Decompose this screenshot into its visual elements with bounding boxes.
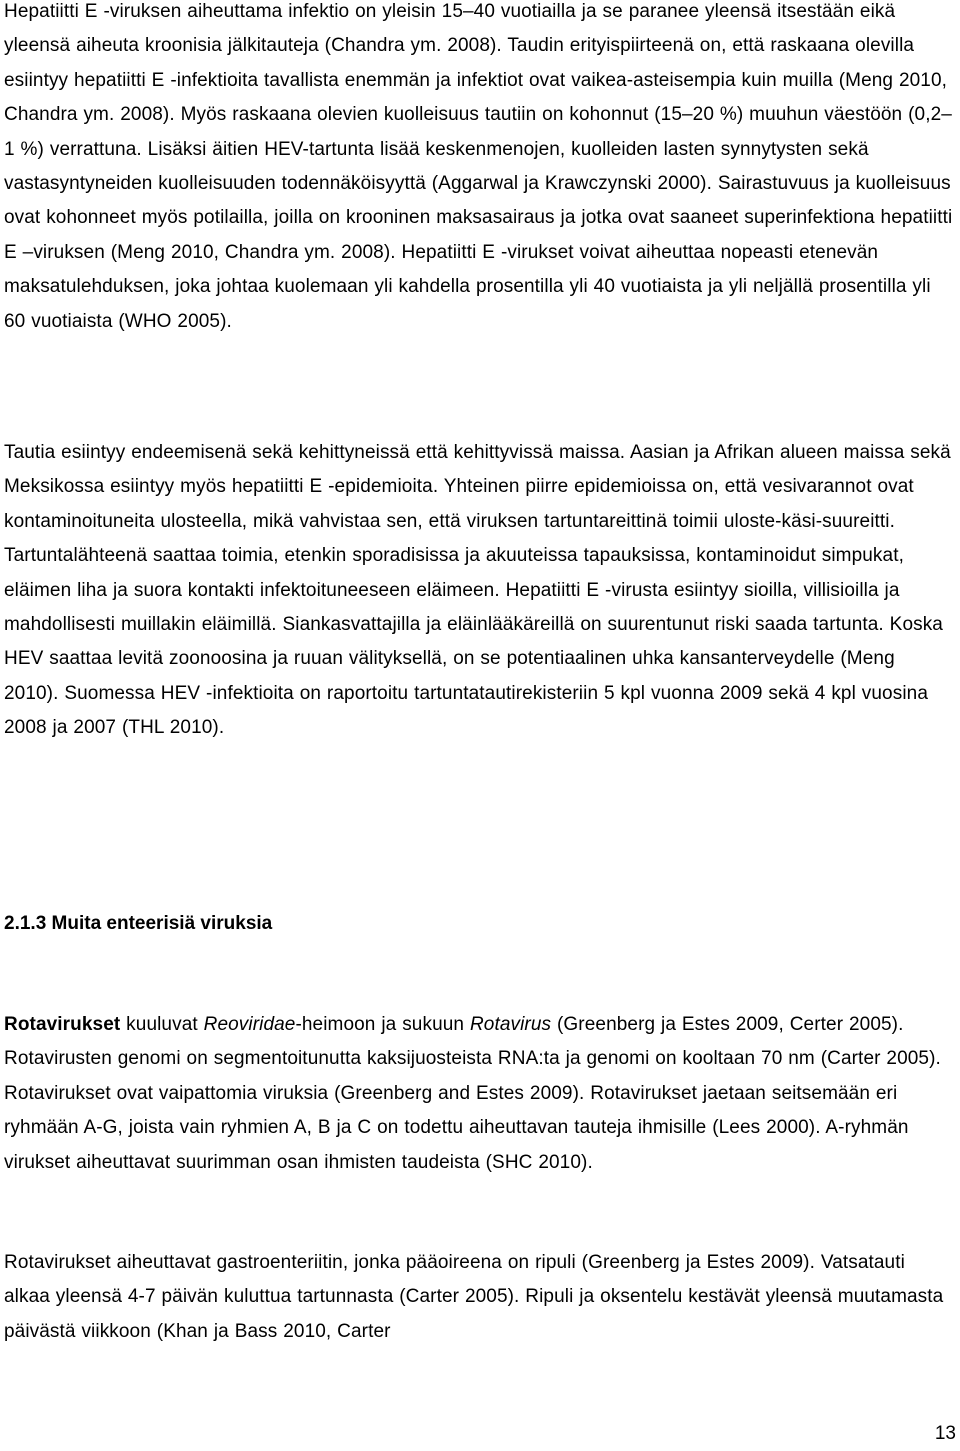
section-heading: 2.1.3 Muita enteerisiä viruksia	[4, 913, 273, 934]
taxon-family-name: Reoviridae	[203, 1014, 296, 1035]
text-segment: (Greenberg ja Estes 2009, Certer 2005). Rotavirusten genomi on segmentoitunutta kaksijuosteista RNA:ta ja genomi on kooltaan 70 nm (Carter 2005). Rotavirukset ovat vaipattomia viruksia (Greenberg and Estes 2009). Rotavirukset jaetaan seitsemään eri ryhmään A-G, joista vain ryhmien A, B ja C on todettu aiheuttavan tauteja ihmisille (Lees 2000). A-ryhmän virukset aiheuttavat suurimman osan ihmisten taudeista (SHC 2010).	[4, 1014, 941, 1173]
paragraph-hepatitis-e-infection: Hepatiitti E -viruksen aiheuttama infektio on yleisin 15–40 vuotiailla ja se paranee yleensä itsestään eikä yleensä aiheuta kroonisia jälkitauteja (Chandra ym. 2008). Taudin erityispiirteenä on, että raskaana olevilla esiintyy hepatiitti E -infektioita tavallista enemmän ja infektiot ovat vaikea-asteisempia kuin muilla (Meng 2010, Chandra ym. 2008). Myös raskaana olevien kuolleisuus tautiin on kohonnut (15–20 %) muuhun väestöön (0,2–1 %) verrattuna. Lisäksi äitien HEV-tartunta lisää keskenmenojen, kuolleiden lasten synnytysten sekä vastasyntyneiden kuolleisuuden todennäköisyyttä (Aggarwal ja Krawczynski 2000). Sairastuvuus ja kuolleisuus ovat kohonneet myös potilailla, joilla on krooninen maksasairaus ja jotka ovat saaneet superinfektiona hepatiitti E –viruksen (Meng 2010, Chandra ym. 2008). Hepatiitti E -virukset voivat aiheuttaa nopeasti etenevän maksatulehduksen, joka johtaa kuolemaan yli kahdella prosentilla yli 40 vuotiaista ja yli neljällä prosentilla yli 60 vuotiaista (WHO 2005).	[4, 1, 953, 332]
paragraph-rotavirus-symptoms: Rotavirukset aiheuttavat gastroenteriitin, jonka pääoireena on ripuli (Greenberg ja Estes 2009). Vatsatauti alkaa yleensä 4-7 päivän kuluttua tartunnasta (Carter 2005). Ripuli ja oksentelu kestävät yleensä muutamasta päivästä viikkoon (Khan ja Bass 2010, Carter	[4, 1252, 944, 1342]
paragraph-hepatitis-e-epidemiology: Tautia esiintyy endeemisenä sekä kehittyneissä että kehittyvissä maissa. Aasian ja Afrikan alueen maissa sekä Meksikossa esiintyy myös hepatiitti E -epidemioita. Yhteinen piirre epidemioissa on, että vesivarannot ovat kontaminoituneita ulosteella, mikä vahvistaa sen, että viruksen tartuntareittinä toimii uloste-käsi-suureitti. Tartuntalähteenä saattaa toimia, etenkin sporadisissa ja akuuteissa tapauksissa, kontaminoidut simpukat, eläimen liha ja suora kontakti infektoituneeseen eläimeen. Hepatiitti E -virusta esiintyy sioilla, villisioilla ja mahdollisesti muillakin eläimillä. Siankasvattajilla ja eläinlääkäreillä on suurentunut riski saada tartunta. Koska HEV saattaa levitä zoonoosina ja ruuan välityksellä, on se potentiaalinen uhka kansanterveydelle (Meng 2010). Suomessa HEV -infektioita on raportoitu tartuntatautirekisteriin 5 kpl vuonna 2009 sekä 4 kpl vuosina 2008 ja 2007 (THL 2010).	[4, 442, 951, 739]
text-segment: kuuluvat	[120, 1014, 204, 1035]
paragraph-rotavirus-classification	[4, 1008, 944, 1180]
text-segment: -heimoon ja sukuun	[295, 1014, 470, 1035]
term-rotavirukset: Rotavirukset	[4, 1014, 121, 1035]
taxon-genus-name: Rotavirus	[469, 1014, 552, 1035]
page-number: 13	[934, 1423, 956, 1444]
